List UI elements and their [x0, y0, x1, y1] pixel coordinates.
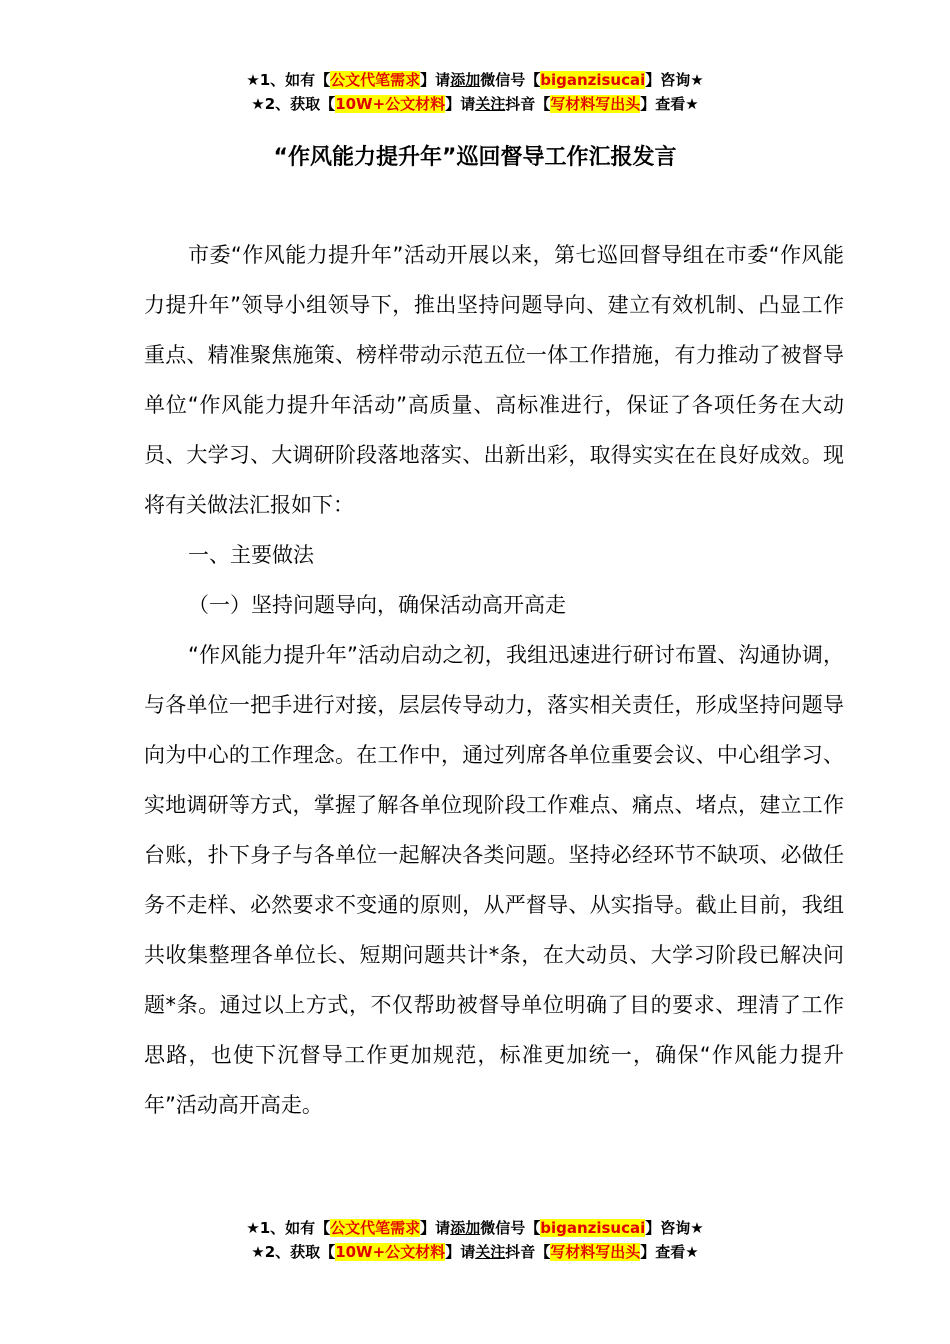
- promo-line-1: [0, 1216, 950, 1240]
- promo-text: 】咨询★: [645, 1219, 704, 1237]
- promo-text: 】查看★: [640, 1243, 699, 1261]
- promo-banner-top: [0, 68, 950, 116]
- promo-underline: 添加: [450, 1219, 481, 1237]
- promo-highlight: 10W+公文材料: [335, 95, 446, 113]
- promo-underline: 关注: [475, 1243, 506, 1261]
- promo-text: 】请: [420, 71, 451, 89]
- promo-text: 】请: [445, 1243, 476, 1261]
- document-body: [144, 230, 844, 1130]
- promo-text: ★2、获取【: [251, 1243, 336, 1261]
- promo-text: 】查看★: [640, 95, 699, 113]
- promo-text: ★1、如有【: [246, 1219, 331, 1237]
- promo-highlight: 写材料写出头: [550, 95, 641, 113]
- promo-underline: 关注: [475, 95, 506, 113]
- promo-highlight: 公文代笔需求: [330, 71, 421, 89]
- promo-highlight: biganzisucai: [540, 71, 646, 89]
- promo-text: ★1、如有【: [246, 71, 331, 89]
- subsection-heading: （一）坚持问题导向，确保活动高开高走: [188, 593, 566, 617]
- body-paragraph: “作风能力提升年”活动启动之初，我组迅速进行研讨布置、沟通协调，与各单位一把手进行对接，层层传导动力，落实相关责任，形成坚持问题导向为中心的工作理念。在工作中，通过列席各单位重要会议、中心组学习、实地调研等方式，掌握了解各单位现阶段工作难点、痛点、堵点，建立工作台账，扑下身子与各单位一起解决各类问题。坚持必经环节不缺项、必做任务不走样、必然要求不变通的原则，从严督导、从实指导。截止目前，我组共收集整理各单位长、短期问题共计*条，在大动员、大学习阶段已解决问题*条。通过以上方式，不仅帮助被督导单位明确了目的要求、理清了工作思路，也使下沉督导工作更加规范，标准更加统一，确保“作风能力提升年”活动高开高走。: [144, 643, 844, 1117]
- promo-line-2: [0, 92, 950, 116]
- promo-text: 】请: [420, 1219, 451, 1237]
- promo-highlight: 10W+公文材料: [335, 1243, 446, 1261]
- promo-text: 】咨询★: [645, 71, 704, 89]
- document-title: “作风能力提升年”巡回督导工作汇报发言: [273, 145, 677, 170]
- promo-line-1: [0, 68, 950, 92]
- promo-text: 抖音【: [505, 95, 551, 113]
- promo-text: 微信号【: [480, 1219, 541, 1237]
- intro-paragraph: 市委“作风能力提升年”活动开展以来，第七巡回督导组在市委“作风能力提升年”领导小组领导下，推出坚持问题导向、建立有效机制、凸显工作重点、精准聚焦施策、榜样带动示范五位一体工作措施，有力推动了被督导单位“作风能力提升年活动”高质量、高标准进行，保证了各项任务在大动员、大学习、大调研阶段落地落实、出新出彩，取得实实在在良好成效。现将有关做法汇报如下：: [144, 243, 844, 517]
- promo-underline: 添加: [450, 71, 481, 89]
- promo-highlight: 公文代笔需求: [330, 1219, 421, 1237]
- promo-text: ★2、获取【: [251, 95, 336, 113]
- promo-text: 微信号【: [480, 71, 541, 89]
- promo-highlight: biganzisucai: [540, 1219, 646, 1237]
- promo-line-2: [0, 1240, 950, 1264]
- section-heading: 一、主要做法: [188, 543, 314, 567]
- promo-highlight: 写材料写出头: [550, 1243, 641, 1261]
- promo-text: 抖音【: [505, 1243, 551, 1261]
- promo-banner-bottom: [0, 1216, 950, 1264]
- promo-text: 】请: [445, 95, 476, 113]
